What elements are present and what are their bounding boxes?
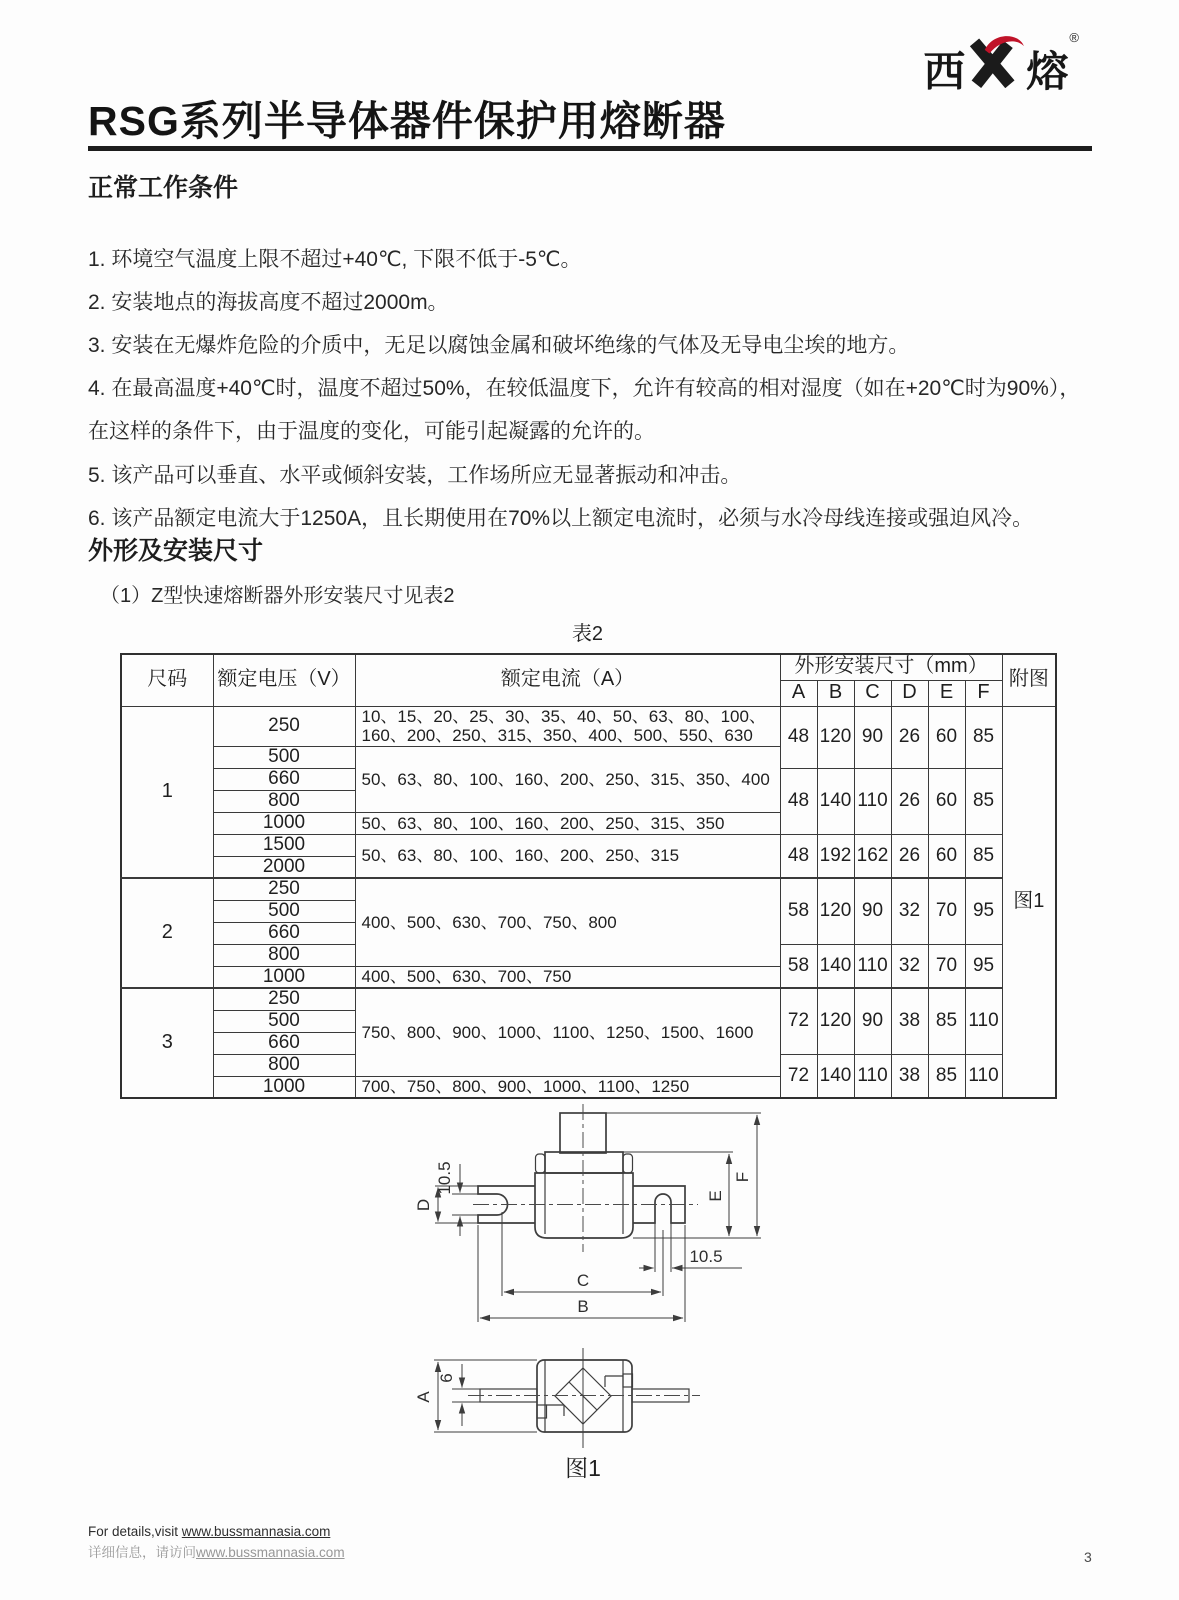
table-cell: 660	[213, 768, 355, 790]
table-cell: 110	[854, 944, 891, 988]
table-cell: 2	[121, 878, 213, 988]
footer-en-link[interactable]: www.bussmannasia.com	[181, 1524, 331, 1539]
logo-x-swoosh-icon	[965, 34, 1025, 93]
dim-label-f: F	[733, 1171, 752, 1183]
table-cell: 110	[854, 768, 891, 834]
table-cell: 额定电压（V）	[213, 654, 355, 706]
table-cell: 250	[213, 706, 355, 746]
spec-table	[120, 653, 1057, 1099]
table-cell: 140	[817, 768, 854, 834]
table-cell: 85	[928, 1054, 965, 1098]
table-caption: 表2	[571, 623, 604, 645]
table-cell: 1000	[213, 812, 355, 834]
dim-label-d: D	[414, 1198, 433, 1212]
table-cell: 1000	[213, 1076, 355, 1098]
page-title: RSG系列半导体器件保护用熔断器	[88, 98, 726, 144]
logo-right-char: 熔	[1026, 48, 1068, 95]
table-cell: 10、15、20、25、30、35、40、50、63、80、100、160、200、250、315、350、400、500、550、630	[355, 706, 780, 746]
footer-line-en	[88, 1524, 330, 1539]
table-cell: 外形安装尺寸（mm）	[780, 654, 1002, 680]
table-cell: 50、63、80、100、160、200、250、315、350、400	[355, 746, 780, 812]
table-cell: 110	[854, 1054, 891, 1098]
table-cell: 110	[965, 1054, 1002, 1098]
footer-line-cn	[88, 1541, 345, 1561]
table-cell: 额定电流（A）	[355, 654, 780, 706]
table-cell: 110	[965, 988, 1002, 1054]
table-cell: 120	[817, 706, 854, 768]
table-cell: 附图	[1002, 654, 1056, 706]
table-cell: 32	[891, 878, 928, 944]
table-note: （1）Z型快速熔断器外形安装尺寸见表2	[100, 585, 455, 607]
title-divider	[88, 146, 1092, 151]
fuse-side-view	[414, 1348, 700, 1448]
footer-cn-prefix: 详细信息，请访问	[88, 1545, 196, 1560]
table-cell: 250	[213, 878, 355, 900]
footer-en-prefix: For details,visit	[88, 1524, 182, 1539]
table-cell: 58	[780, 944, 817, 988]
table-cell: 48	[780, 834, 817, 878]
table-cell: 1	[121, 706, 213, 878]
dim-label-e: E	[706, 1190, 725, 1202]
fuse-front-view	[414, 1104, 761, 1322]
table-cell: 尺码	[121, 654, 213, 706]
table-cell: 800	[213, 790, 355, 812]
table-cell: 38	[891, 1054, 928, 1098]
figure-caption: 图1	[565, 1455, 601, 1481]
table-cell: 250	[213, 988, 355, 1010]
table-cell: 85	[928, 988, 965, 1054]
dim-label-slot-right: 10.5	[689, 1247, 723, 1266]
table-cell: 192	[817, 834, 854, 878]
table-cell: 85	[965, 834, 1002, 878]
table-cell: D	[891, 680, 928, 706]
condition-item-5: 5. 该产品可以垂直、水平或倾斜安装，工作场所应无显著振动和冲击。	[88, 464, 742, 487]
table-cell: 26	[891, 768, 928, 834]
table-cell: 3	[121, 988, 213, 1098]
footer-cn-link[interactable]: www.bussmannasia.com	[196, 1545, 345, 1560]
table-cell: 700、750、800、900、1000、1100、1250	[355, 1076, 780, 1098]
table-cell: 800	[213, 944, 355, 966]
table-cell: 95	[965, 878, 1002, 944]
table-cell: 70	[928, 878, 965, 944]
dimensions-heading: 外形及安装尺寸	[88, 537, 264, 565]
table-cell: 72	[780, 988, 817, 1054]
table-cell: 95	[965, 944, 1002, 988]
condition-item-4-cont: 在这样的条件下，由于温度的变化，可能引起凝露的允许的。	[88, 420, 655, 443]
table-cell: 2000	[213, 856, 355, 878]
table-cell: 85	[965, 706, 1002, 768]
table-cell: 32	[891, 944, 928, 988]
table-cell: 140	[817, 944, 854, 988]
dim-label-a: A	[414, 1391, 433, 1403]
table-row	[121, 834, 1056, 856]
table-cell: 500	[213, 746, 355, 768]
table-cell: 140	[817, 1054, 854, 1098]
table-cell: 660	[213, 922, 355, 944]
working-conditions-heading: 正常工作条件	[88, 174, 239, 202]
table-cell: E	[928, 680, 965, 706]
table-cell: 50、63、80、100、160、200、250、315、350	[355, 812, 780, 834]
condition-item-6: 6. 该产品额定电流大于1250A，且长期使用在70%以上额定电流时，必须与水冷母线连接或强迫风冷。	[88, 507, 1034, 530]
table-cell: 500	[213, 1010, 355, 1032]
table-cell: 58	[780, 878, 817, 944]
table-cell: 1500	[213, 834, 355, 856]
logo-left-char: 西	[923, 48, 965, 95]
table-cell: 162	[854, 834, 891, 878]
table-cell: A	[780, 680, 817, 706]
table-cell: 120	[817, 988, 854, 1054]
table-cell: 800	[213, 1054, 355, 1076]
table-cell: 48	[780, 706, 817, 768]
table-cell: B	[817, 680, 854, 706]
dim-label-slot-left: 10.5	[435, 1161, 454, 1195]
table-cell: 48	[780, 768, 817, 834]
table-cell: 26	[891, 706, 928, 768]
condition-item-1: 1. 环境空气温度上限不超过+40℃, 下限不低于-5℃。	[88, 248, 582, 271]
table-cell: 图1	[1002, 706, 1056, 1098]
table-row	[121, 878, 1056, 900]
table-cell: 500	[213, 900, 355, 922]
table-cell: 400、500、630、700、750	[355, 966, 780, 988]
table-row	[121, 706, 1056, 746]
table-cell: 400、500、630、700、750、800	[355, 878, 780, 966]
page-number: 3	[1084, 1549, 1092, 1565]
table-cell: 60	[928, 706, 965, 768]
table-cell: 70	[928, 944, 965, 988]
table-cell: 90	[854, 706, 891, 768]
table-cell: 60	[928, 768, 965, 834]
table-cell: 90	[854, 988, 891, 1054]
table-row	[121, 988, 1056, 1010]
brand-logo	[923, 30, 1079, 95]
fuse-drawing-svg	[395, 1085, 785, 1485]
registered-mark: ®	[1069, 30, 1079, 45]
condition-item-4: 4. 在最高温度+40℃时，温度不超过50%，在较低温度下，允许有较高的相对湿度（如在+20℃时为90%），	[88, 377, 1081, 400]
table-cell: 60	[928, 834, 965, 878]
table-cell: 90	[854, 878, 891, 944]
table-cell: 72	[780, 1054, 817, 1098]
table-cell: C	[854, 680, 891, 706]
table-cell: 750、800、900、1000、1100、1250、1500、1600	[355, 988, 780, 1076]
condition-item-3: 3. 安装在无爆炸危险的介质中，无足以腐蚀金属和破坏绝缘的气体及无导电尘埃的地方。	[88, 334, 910, 357]
table-cell: 26	[891, 834, 928, 878]
table-cell: 50、63、80、100、160、200、250、315	[355, 834, 780, 878]
table-cell: 1000	[213, 966, 355, 988]
table-cell: 660	[213, 1032, 355, 1054]
table-cell: 120	[817, 878, 854, 944]
condition-item-2: 2. 安装地点的海拔高度不超过2000m。	[88, 291, 449, 314]
table-cell: 38	[891, 988, 928, 1054]
dim-label-c: C	[576, 1271, 590, 1290]
dim-label-six: 6	[437, 1373, 456, 1383]
dim-label-b: B	[577, 1297, 589, 1316]
table-cell: F	[965, 680, 1002, 706]
table-cell: 85	[965, 768, 1002, 834]
fuse-dimension-drawing	[395, 1085, 785, 1485]
